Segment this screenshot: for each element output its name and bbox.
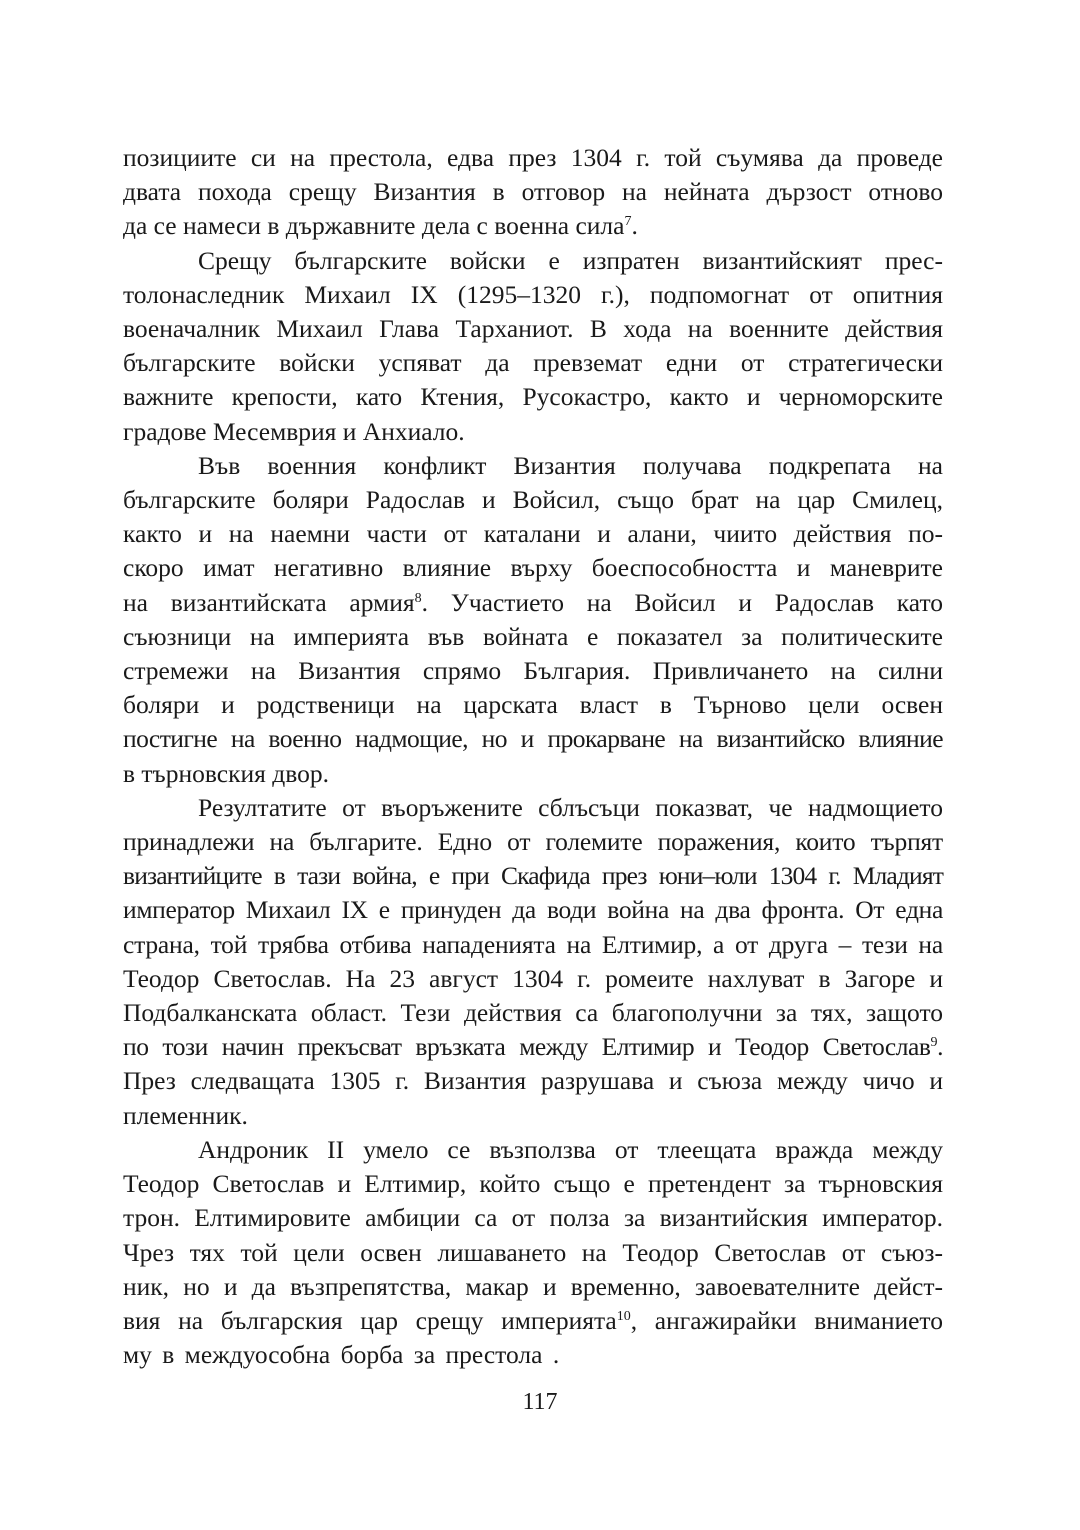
text-line: император Михаил IX е принуден да води война на два фронта. От една <box>123 895 943 925</box>
text-line: толонаследник Михаил IX (1295–1320 г.), подпомогнат от опитния <box>123 279 943 309</box>
text-line: двата похода срещу Византия в отговор на нейната дързост отново <box>123 177 943 207</box>
text-line: стремежи на Византия спрямо България. Привличането на силни <box>123 656 943 686</box>
paragraph-1 <box>123 141 943 244</box>
text-segment: на византийската армия <box>123 587 415 617</box>
text-line: съюзници на империята във войната е показател за политическите <box>123 621 943 651</box>
text-segment: . <box>631 211 638 241</box>
text-line <box>123 209 943 243</box>
text-line: страна, той трябва отбива нападенията на Елтимир, а от друга – тези на <box>123 929 943 959</box>
text-line: боляри и родственици на царската власт в Търново цели освен <box>123 690 943 720</box>
footnote-ref-7[interactable]: 7 <box>624 214 632 230</box>
paragraph-4 <box>123 791 943 1133</box>
paragraph-3 <box>123 449 943 791</box>
text-line: Теодор Светослав и Елтимир, който също е претендент за търновския <box>123 1169 943 1199</box>
paragraph-5 <box>123 1133 943 1372</box>
page-body <box>123 141 943 1372</box>
text-line: важните крепости, като Ктения, Русокастро, както и черноморските <box>123 382 943 412</box>
text-segment: . <box>937 1032 943 1062</box>
page-number: 117 <box>522 1389 558 1415</box>
footnote-ref-8[interactable]: 8 <box>414 590 422 606</box>
text-line: позициите си на престола, едва през 1304 г. той съумява да проведе <box>123 143 943 172</box>
text-line: постигне на военно надмощие, но и прокарване на византийско влияние <box>123 724 943 754</box>
text-segment: . Участието на Войсил и Радослав като <box>421 587 943 617</box>
text-line: племенник. <box>123 1100 248 1130</box>
text-line <box>123 1030 943 1064</box>
footnote-ref-9[interactable]: 9 <box>930 1035 938 1051</box>
text-line: ник, но и да възпрепятства, макар и временно, завоевателните дейст- <box>123 1271 943 1301</box>
text-line: му в междуособна борба за престола . <box>123 1340 560 1370</box>
text-line: Теодор Светослав. На 23 август 1304 г. ромеите нахлуват в Загоре и <box>123 963 943 993</box>
text-line: Андроник II умело се възползва от тлеещата вражда между <box>198 1134 943 1164</box>
text-line: трон. Елтимировите амбиции са от полза за византийския император. <box>123 1203 943 1233</box>
text-line: градове Месемврия и Анхиало. <box>123 416 465 446</box>
text-line: принадлежи на българите. Едно от големите поражения, които търпят <box>123 827 943 857</box>
text-line: Резултатите от въоръжените сблъсъци показват, че надмощието <box>198 792 943 822</box>
text-segment: по този начин прекъсват връзката между Елтимир и Теодор Светослав <box>123 1032 931 1062</box>
text-line: военачалник Михаил Глава Тарханиот. В хода на военните действия <box>123 314 943 344</box>
text-line <box>123 1304 943 1338</box>
text-line: Срещу българските войски е изпратен византийският прес- <box>198 245 943 275</box>
text-segment: , ангажирайки вниманието <box>630 1305 943 1335</box>
text-segment: вия на българския цар срещу империята <box>123 1305 617 1335</box>
footnote-ref-10[interactable]: 10 <box>616 1308 631 1324</box>
text-line: в търновския двор. <box>123 758 329 788</box>
text-line: Чрез тях той цели освен лишаването на Теодор Светослав от съюз- <box>123 1237 943 1267</box>
text-line: византийците в тази война, е при Скафида през юни–юли 1304 г. Младият <box>123 861 943 891</box>
text-line: както и на наемни части от каталани и алани, чиито действия по- <box>123 519 943 549</box>
text-line: българските войски успяват да превземат едни от стратегически <box>123 348 943 378</box>
paragraph-2 <box>123 244 943 449</box>
text-segment: да се намеси в държавните дела с военна сила <box>123 211 625 241</box>
text-line: Подбалканската област. Тези действия са благополучни за тях, защото <box>123 998 943 1028</box>
text-line: скоро имат негативно влияние върху боеспособността и маневрите <box>123 553 943 583</box>
text-line: През следващата 1305 г. Византия разрушава и съюза между чичо и <box>123 1066 943 1096</box>
text-line <box>123 586 943 620</box>
text-line: българските боляри Радослав и Войсил, също брат на цар Смилец, <box>123 485 943 515</box>
text-line: Във военния конфликт Византия получава подкрепата на <box>198 450 943 480</box>
